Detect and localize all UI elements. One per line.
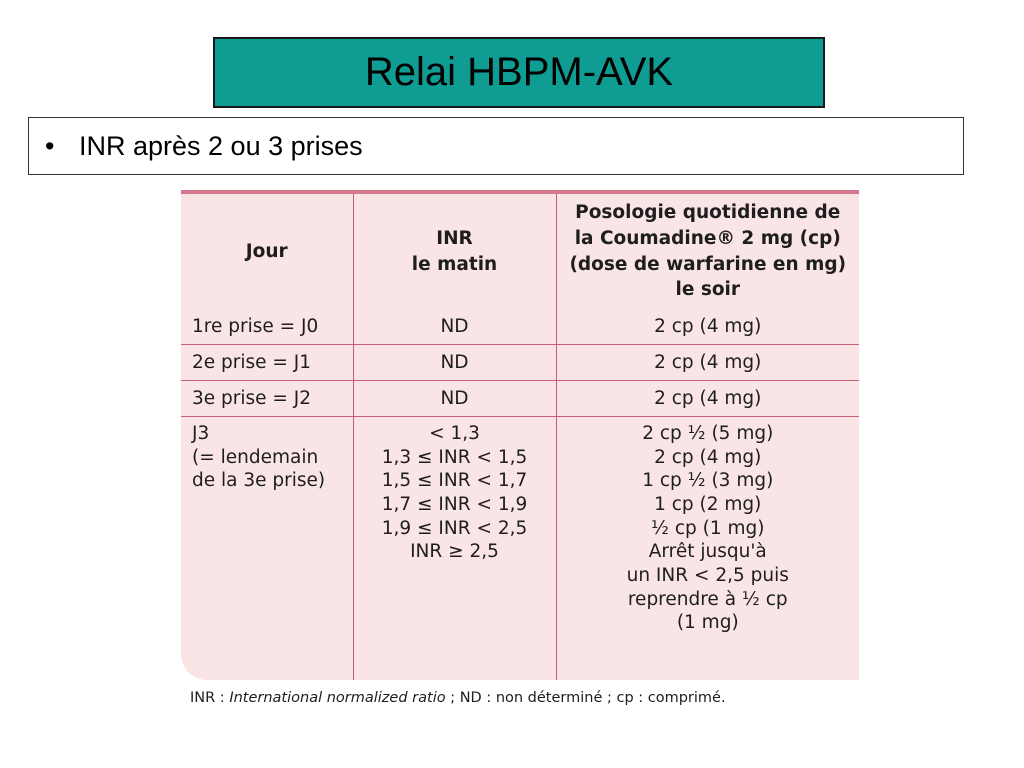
slide-title-text: Relai HBPM-AVK — [364, 50, 674, 94]
cell-jour: 3e prise = J2 — [181, 381, 353, 417]
dosage-figure — [181, 190, 859, 718]
table-header-row — [181, 194, 859, 309]
cell-dose: 2 cp ½ (5 mg) 2 cp (4 mg) 1 cp ½ (3 mg) 1 cp (2 mg) ½ cp (1 mg) Arrêt jusqu'à un INR < 2,5 puis reprendre à ½ cp (1 mg) — [556, 417, 859, 681]
dosage-table-wrap — [181, 190, 859, 680]
header-posologie: Posologie quotidienne de la Coumadine® 2 mg (cp) (dose de warfarine en mg) le soir — [556, 194, 859, 309]
caption-italic: International normalized ratio — [229, 690, 446, 706]
table-row — [181, 381, 859, 417]
cell-jour: 1re prise = J0 — [181, 309, 353, 345]
cell-inr: ND — [353, 309, 556, 345]
bullet-text: INR après 2 ou 3 prises — [79, 130, 363, 161]
bullet-box — [28, 117, 964, 175]
cell-jour: 2e prise = J1 — [181, 345, 353, 381]
caption-part2: ; ND : non déterminé ; cp : comprimé. — [445, 690, 726, 706]
cell-inr: < 1,3 1,3 ≤ INR < 1,5 1,5 ≤ INR < 1,7 1,7 ≤ INR < 1,9 1,9 ≤ INR < 2,5 INR ≥ 2,5 — [353, 417, 556, 681]
cell-jour: J3 (= lendemain de la 3e prise) — [181, 417, 353, 681]
table-row — [181, 345, 859, 381]
header-inr: INR le matin — [353, 194, 556, 309]
cell-dose: 2 cp (4 mg) — [556, 309, 859, 345]
cell-dose: 2 cp (4 mg) — [556, 381, 859, 417]
table-caption — [190, 690, 726, 706]
bullet-icon: • — [45, 130, 55, 161]
header-jour: Jour — [181, 194, 353, 309]
dosage-table — [181, 194, 859, 680]
cell-inr: ND — [353, 381, 556, 417]
slide-title — [213, 37, 825, 108]
table-row — [181, 417, 859, 681]
cell-inr: ND — [353, 345, 556, 381]
cell-dose: 2 cp (4 mg) — [556, 345, 859, 381]
table-row — [181, 309, 859, 345]
caption-part1: INR : — [190, 690, 230, 706]
